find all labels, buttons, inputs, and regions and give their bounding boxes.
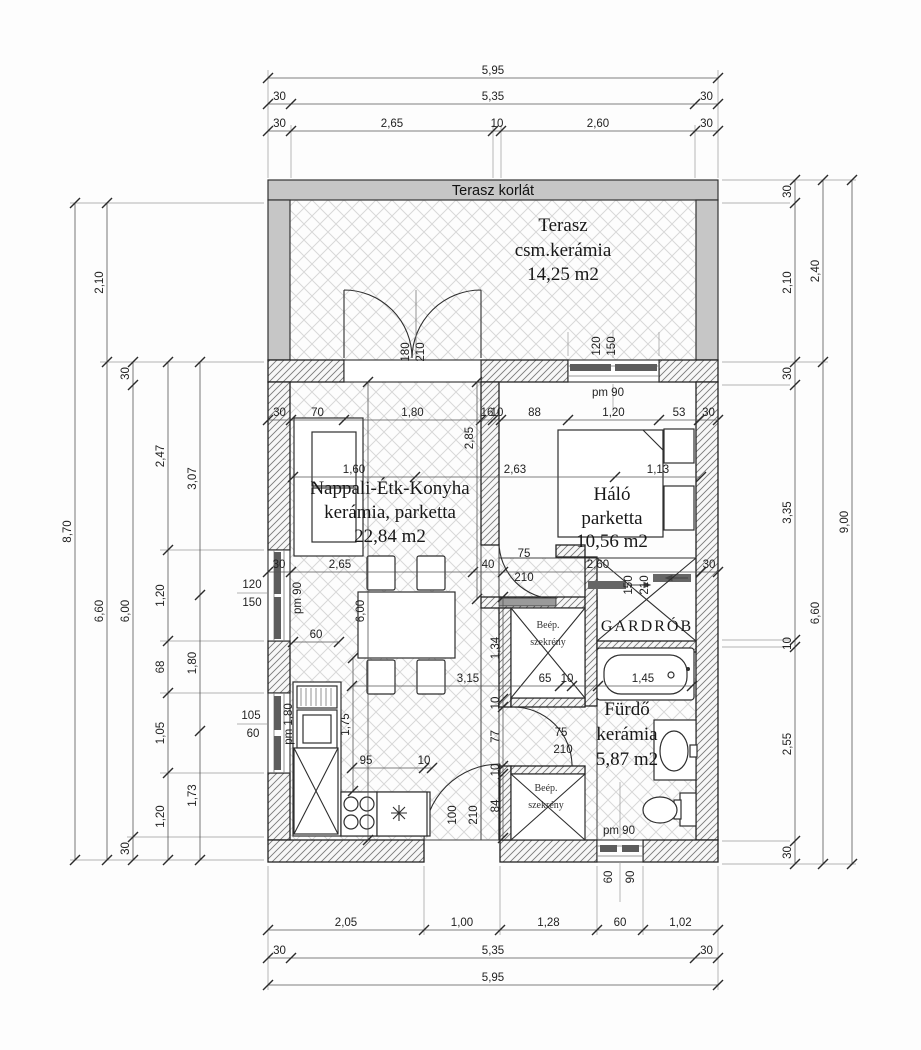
washbasin [654,720,697,780]
cabinet-label: szekrény [528,800,564,811]
bedroom-door-width: 75 [517,548,531,560]
dim-label: 30 [273,407,286,419]
dim-label: 30 [273,945,286,957]
terrace-floor [290,200,696,360]
hob [341,792,377,836]
dim-label: 1,13 [646,464,670,476]
dim-label: 53 [672,407,686,419]
dim-label: 2,47 [155,444,167,468]
dim-label: 5,95 [481,65,505,77]
living-name: Nappali-Étk-Konyha [310,478,470,499]
dim-label: 5,35 [481,945,505,957]
dim-label: 1,00 [450,917,474,929]
dim-label: 1,75 [340,713,352,736]
dim-label: 1,20 [602,407,625,419]
bedroom-door-leaf [499,598,556,606]
terrace-door-opening [344,360,481,382]
cabinet-label: Beép. [534,783,558,794]
dim-label: 30 [273,118,286,130]
terrace-railing-left [268,200,290,360]
dim-label: 30 [782,367,794,380]
dim-label: 30 [782,185,794,198]
dim-label: 10 [490,407,504,419]
dim-label: 1,73 [187,784,199,807]
dim-label: 95 [359,755,373,767]
dim-label: 5,95 [481,972,505,984]
bedroom-window-width: 120 [591,336,603,356]
dim-label: 3,35 [782,501,794,524]
wardrobe-name: GARDRÓB [600,618,694,635]
dim-label: 3,07 [187,467,199,490]
dim-label: 1,28 [537,917,560,929]
dim-label: 1,34 [490,636,502,660]
terrace-door-width: 180 [400,342,412,362]
cabinet-label: szekrény [530,637,566,648]
dim-label: 2,85 [464,426,476,450]
bath-door-width: 75 [554,727,568,739]
main-door-height: 210 [468,805,480,825]
dim-label: 10 [417,755,431,767]
cabinet-label: Beép. [536,620,560,631]
dim-label: 30 [272,559,286,571]
living-finish: kerámia, parketta [324,502,456,523]
dim-label: 1,80 [401,407,424,419]
dim-label: 2,60 [586,559,610,571]
dim-label: 30 [700,118,713,130]
living-window-height: 150 [242,597,262,609]
dim-label: 88 [528,407,541,419]
dim-label: 2,63 [503,464,527,476]
dim-label: 6,00 [120,599,132,623]
dim-label: 30 [782,846,794,859]
kitchen-window-height: 60 [246,728,260,740]
bathroom-finish: kerámia [596,724,658,745]
dim-label: 30 [702,407,715,419]
dim-label: 30 [120,842,132,855]
dim-label: 10 [560,673,574,685]
dim-label: 1,02 [669,917,692,929]
dim-label: 1,60 [342,464,366,476]
dim-label: 1,05 [155,721,167,745]
dim-label: 10 [490,696,502,710]
dim-label: 68 [155,660,167,674]
bedroom-name: Háló [593,484,631,505]
dim-label: 2,55 [782,732,794,756]
terrace-area: 14,25 m2 [527,264,599,285]
dim-label: 30 [700,91,713,103]
wardrobe-door-height: 210 [639,575,651,595]
dim-label: 60 [309,629,323,641]
bath-window-width: 60 [603,870,615,884]
bedroom-area: 10,56 m2 [576,531,648,552]
dim-label: 30 [120,367,132,380]
bedroom-finish: parketta [581,508,643,529]
dim-label: 6,60 [810,601,822,625]
wardrobe-door-width: 150 [623,575,635,595]
dim-label: 6,60 [94,599,106,623]
dim-label: 1,20 [155,584,167,607]
dim-label: 60 [613,917,627,929]
dim-label: 6,00 [355,599,367,623]
dim-label: 30 [702,559,716,571]
terrace-name: Terasz [538,215,588,236]
terrace-finish: csm.kerámia [514,240,612,261]
dim-label: 65 [538,673,552,685]
dim-label: 10 [490,763,502,777]
dim-label: 2,10 [94,271,106,294]
sliding-door-leaf-1 [588,581,626,589]
dim-label: 10 [782,637,794,650]
dim-label: 1,80 [187,651,199,675]
bedroom-window-height: 150 [606,336,618,356]
parapet-label-bath: pm 90 [603,825,635,837]
bedroom-door-height: 210 [514,572,534,584]
dim-label: 16 [480,407,494,419]
dim-label: 2,05 [334,917,358,929]
bathroom-area: 5,87 m2 [595,749,659,770]
terrace-railing-label: Terasz korlát [451,183,535,199]
dim-label: 5,35 [481,91,505,103]
bath-window-height: 90 [625,870,637,884]
dim-label: 8,70 [62,520,74,543]
dim-label: 30 [273,91,286,103]
terrace-railing-right [696,200,718,360]
bathroom-name: Fürdő [604,699,650,720]
built-in-cabinet-2 [511,774,585,840]
dim-label: 84 [490,799,502,813]
dim-label: 2,65 [380,118,404,130]
sink [377,792,427,836]
hall-floor-west [481,545,499,840]
main-door-width: 100 [447,805,459,825]
terrace-door-height: 210 [415,342,427,362]
dim-label: 1,20 [155,805,167,828]
dim-label: 3,15 [456,673,480,685]
dim-label: 2,65 [328,559,352,571]
dim-label: 9,00 [839,510,851,534]
parapet-label-living: pm 90 [292,582,304,614]
dim-label: 70 [311,407,324,419]
dim-label: 1,45 [631,673,655,685]
bath-door-height: 210 [553,744,573,756]
kitchen-window-width: 105 [241,710,261,722]
dim-label: 2,40 [810,259,822,283]
dim-label: 10 [490,118,504,130]
parapet-label-kitchen: pm 1,80 [283,703,295,745]
living-window-width: 120 [242,579,262,591]
living-area: 22,84 m2 [354,526,426,547]
dim-label: 40 [481,559,495,571]
parapet-label-bedroom: pm 90 [592,387,624,399]
dim-label: 2,10 [782,271,794,294]
terrace [268,180,718,360]
dim-label: 77 [490,730,502,743]
dim-label: 30 [700,945,713,957]
dim-label: 2,60 [586,118,610,130]
